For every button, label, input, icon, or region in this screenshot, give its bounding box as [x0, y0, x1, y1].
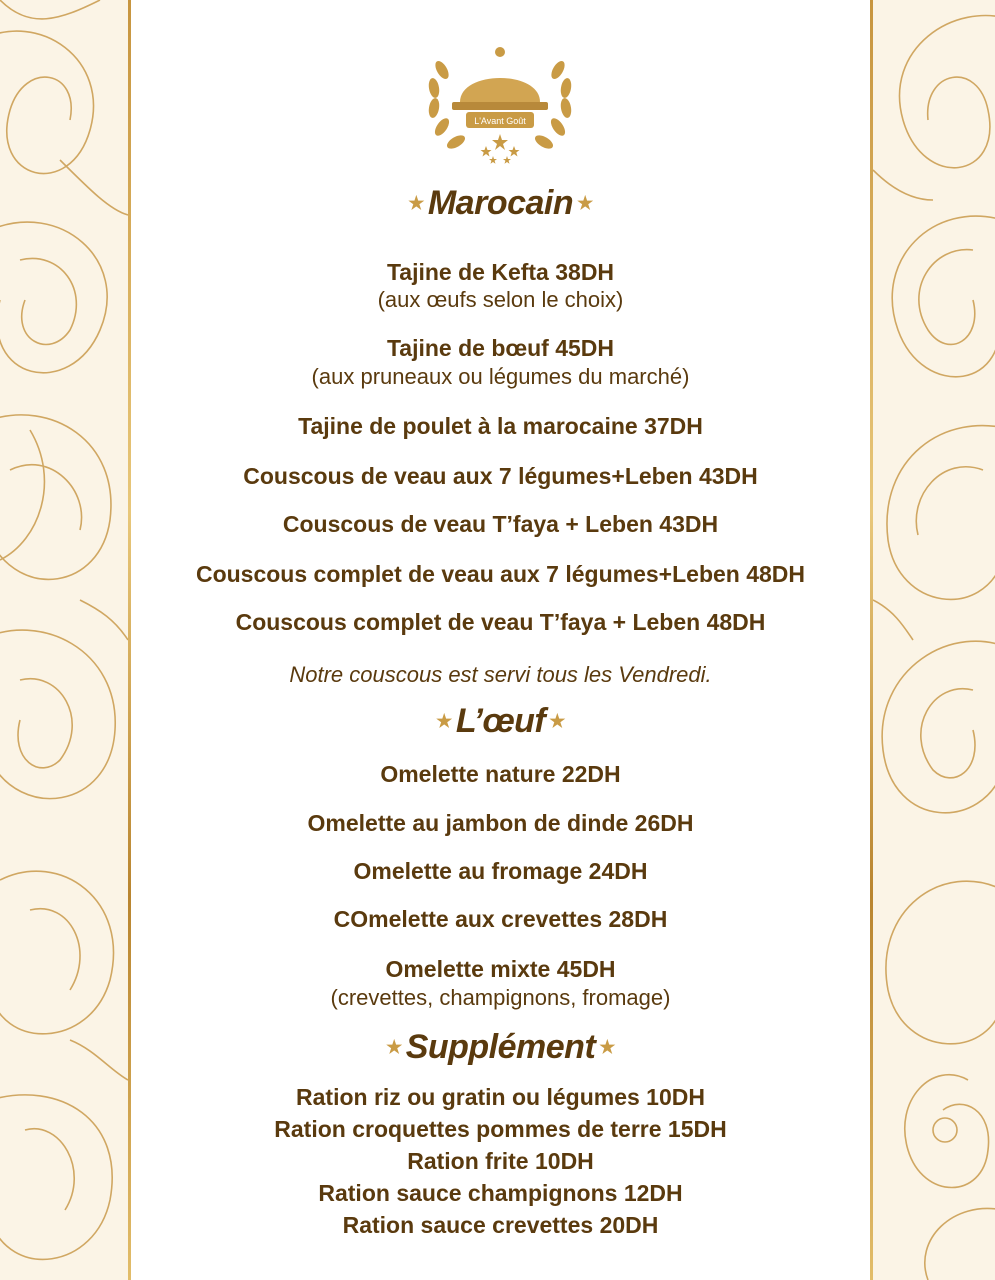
menu-item: Tajine de Kefta 38DH	[386, 259, 615, 285]
section-title-text: Marocain	[427, 184, 574, 222]
section-title-text: Supplément	[405, 1028, 596, 1066]
supplement-item: Ration frite 10DH	[407, 1148, 594, 1174]
menu-item-note: (crevettes, champignons, fromage)	[330, 985, 671, 1010]
menu-item: Omelette au jambon de dinde 26DH	[307, 810, 694, 836]
star-icon: ★	[386, 1037, 402, 1057]
supplement-item: Ration croquettes pommes de terre 15DH	[274, 1116, 727, 1142]
menu-item-note: (aux pruneaux ou légumes du marché)	[311, 364, 690, 389]
star-icon: ★	[599, 1037, 615, 1057]
menu-item: COmelette aux crevettes 28DH	[333, 906, 668, 932]
supplement-item: Ration sauce crevettes 20DH	[342, 1212, 659, 1238]
menu-item: Couscous complet de veau T’faya + Leben 48DH	[235, 609, 766, 635]
menu-item: Couscous de veau aux 7 légumes+Leben 43DH	[243, 463, 758, 489]
menu-item: Omelette nature 22DH	[380, 761, 621, 787]
menu-item-note: (aux œufs selon le choix)	[377, 287, 624, 312]
menu-item: Omelette au fromage 24DH	[353, 858, 648, 884]
floral-border-right	[873, 0, 995, 1280]
star-icon: ★	[408, 193, 424, 213]
gold-divider-right	[870, 0, 873, 1280]
menu-item: Omelette mixte 45DH	[385, 956, 616, 982]
restaurant-logo	[420, 30, 580, 170]
couscous-footnote: Notre couscous est servi tous les Vendredi.	[289, 662, 712, 687]
menu-content	[131, 0, 870, 1280]
menu-item: Couscous complet de veau aux 7 légumes+Leben 48DH	[195, 561, 806, 587]
floral-border-left	[0, 0, 128, 1280]
star-icon: ★	[577, 193, 593, 213]
menu-item: Couscous de veau T’faya + Leben 43DH	[282, 511, 719, 537]
section-title-oeuf	[131, 702, 870, 741]
supplement-item: Ration sauce champignons 12DH	[318, 1180, 683, 1206]
star-icon: ★	[436, 711, 452, 731]
star-icon: ★	[549, 711, 565, 731]
logo-brand-text: L'Avant Goût	[474, 116, 526, 126]
supplement-item: Ration riz ou gratin ou légumes 10DH	[296, 1084, 705, 1110]
menu-item: Tajine de poulet à la marocaine 37DH	[298, 413, 703, 439]
section-title-text: L’œuf	[455, 702, 546, 740]
section-title-marocain	[131, 184, 870, 223]
section-title-supplement	[131, 1028, 870, 1067]
menu-item: Tajine de bœuf 45DH	[386, 335, 615, 361]
